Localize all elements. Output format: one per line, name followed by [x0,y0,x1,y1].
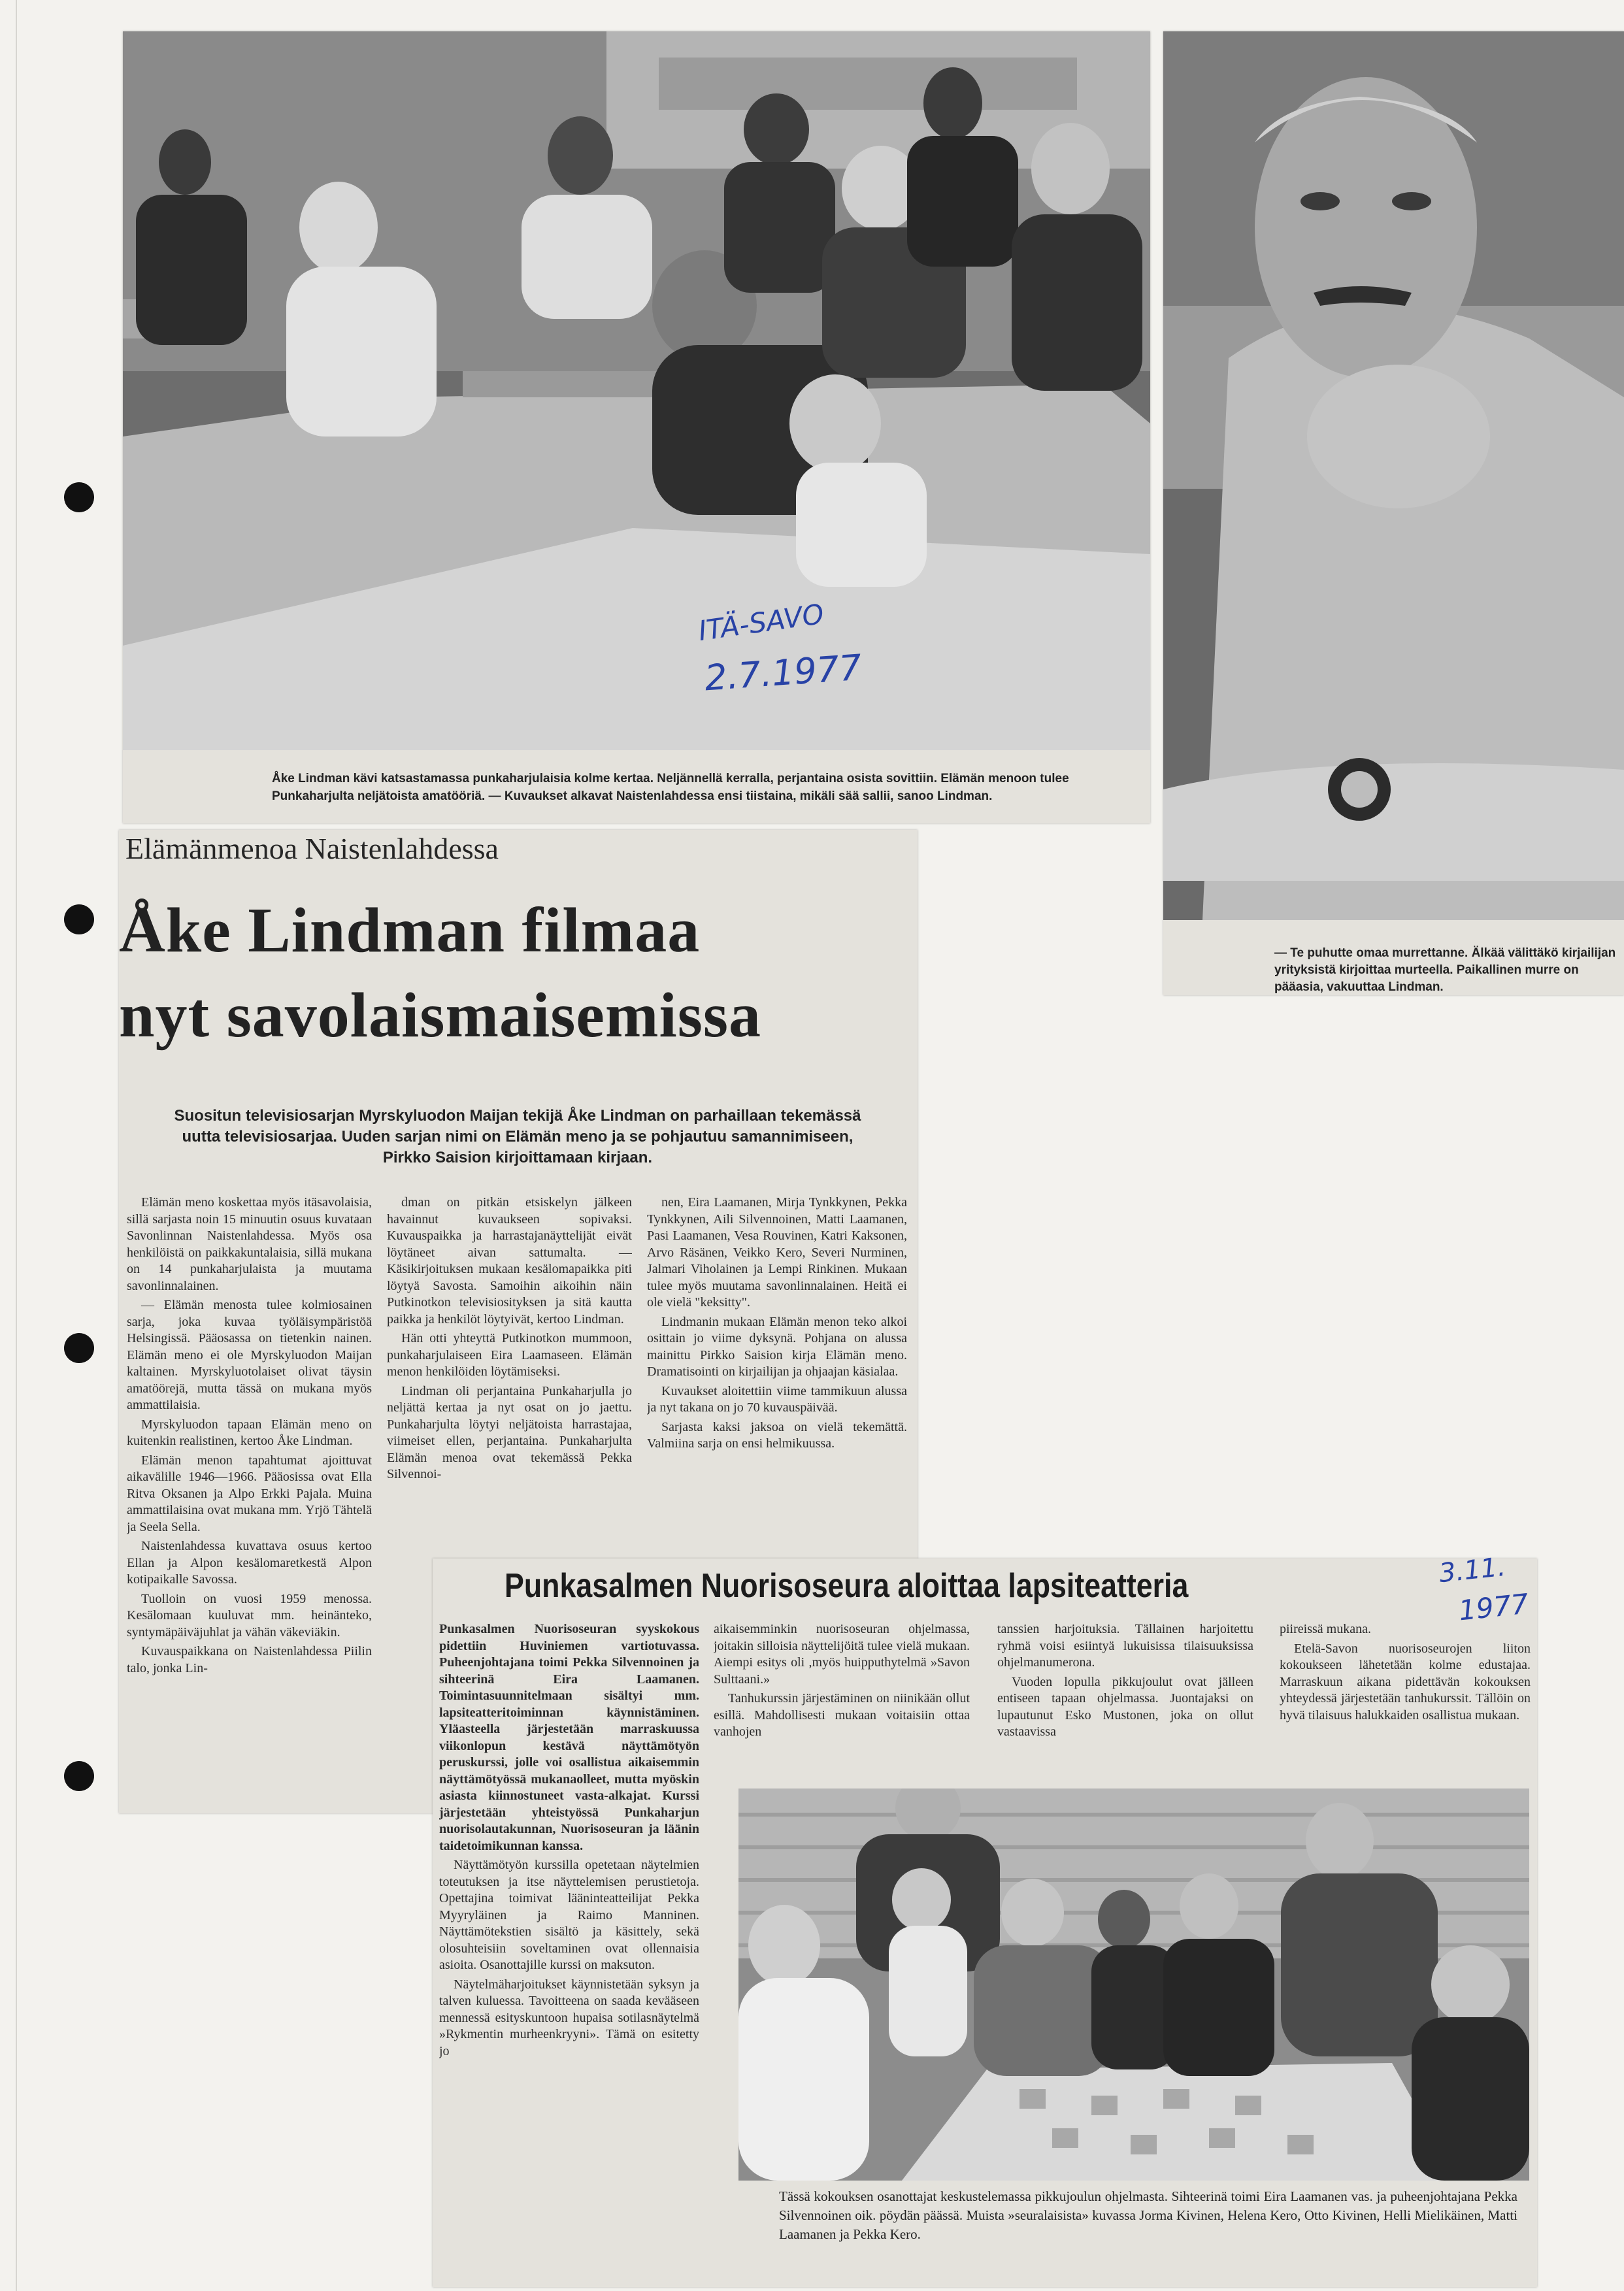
paragraph: dman on pitkän etsiskelyn jälkeen havainnut kuvaukseen sopivaksi. Kuvauspaikka ja harrastajanäyttelijät eivät löytäneet aivan sattumalta. — Käsikirjoituksen mukaan kesälomapaikka piti löytyä Savosta. Samoihin aikoihin näin Putkinotkon televisiosityksen ja sitä kautta paikka ja henkilöt löytyivät, kertoo Lindman. [387,1195,632,1327]
meeting-photo-caption: Tässä kokouksen osanottajat keskustelemassa pikkujoulun ohjelmasta. Sihteerinä toimi Eira Laamanen vas. ja puheenjohtajana Pekka Silvennoinen oik. pöydän päässä. Muista »seuralaisista» kuvassa Jorma Kivinen, Helena Kero, Otto Kivinen, Helli Mielikäinen, Matti Laamanen ja Pekka Kero. [779,2188,1517,2242]
paragraph: piireissä mukana. [1280,1622,1371,1636]
paragraph: Kuvaukset aloitettiin viime tammikuun alussa ja nyt takana on jo 70 kuvauspäivää. [647,1383,907,1415]
article2-column-4 [1280,1621,1531,1791]
binder-hole [64,1333,94,1363]
paragraph: Hän otti yhteyttä Putkinotkon mummoon, punkaharjulaiseen Eira Laamaseen. Elämän menon henkilöiden löytämiseksi. [387,1331,632,1379]
binder-hole [64,482,94,512]
paragraph: Vuoden lopulla pikkujoulut ovat jälleen entiseen tapaan ohjelmassa. Juontajaksi on lupautunut Esko Mustonen, joka on ollut vastaavissa [997,1674,1253,1739]
paragraph: nen, Eira Laamanen, Mirja Tynkkynen, Pekka Tynkkynen, Aili Silvennoinen, Matti Laamanen, Pasi Laamanen, Vesa Rouvinen, Katri Kaksonen, Arvo Räsänen, Veikko Kero, Severi Nurminen, Jalmari Viholainen ja Lempi Rinkinen. Mukaan tulee myös muutama savonlinnalainen. Heitä ei ole vielä "keksitty". [647,1195,907,1310]
handwritten-date-line2: 1977 [1457,1587,1531,1627]
paragraph: Elämän menon tapahtumat ajoittuvat aikavälille 1946—1966. Pääosissa ovat Ella Ritva Oksanen ja Alpo Erkki Pajala. Muina ammattilaisina ovat mukana mm. Yrjö Tähtelä ja Seela Sella. [127,1453,372,1534]
article2-column-2 [714,1621,970,1791]
paragraph: tanssien harjoituksia. Tällainen harjoitettu ryhmä voisi esiintyä lukuisissa tilaisuuksissa ohjelmanumerona. [997,1622,1253,1670]
page-edge [16,0,17,2291]
paragraph: Punkasalmen Nuorisoseuran syyskokous pidettiin Huviniemen vartiotuvassa. Puheenjohtajana toimi Pekka Silvennoinen ja sihteerinä Eira Laamanen. Toimintasuunnitelmaan sisältyi mm. lapsiteatteritoiminnan käynnistäminen. Yläasteella järjestetään marraskuussa viikonlopun kestävä näyttämötyön peruskurssi, jolle voi osallistua aikaisemmin näyttämötyössä mukanaolleet, mutta myöskin asiasta kiinnostuneet vasta-alkajat. Kurssi järjestetään yhteistyössä Punkaharjun nuorisolautakunnan, Nuorisoseuran ja läänin taidetoimikunnan kanssa. [439,1622,699,1853]
clipping-article-nuorisoseura [433,1551,1537,2287]
paragraph: Näyttämötyön kurssilla opetetaan näytelmien toteutuksen ja itse näyttelemisen perustietoja. Opettajina toimivat lääninteatteilijat Pekka Myyryläinen ja Raimo Manninen. Näyttämötekstien sisältö ja käsittely, sekä olosuhteisiin soveltaminen ovat ollennaisia asioita. Osanottajille kurssi on maksuton. [439,1858,699,1972]
paragraph: Sarjasta kaksi jaksoa on vielä tekemättä. Valmiina sarja on ensi helmikuussa. [647,1419,907,1451]
article-headline-line2: nyt savolaismaisemissa [119,980,762,1051]
clipping-photo-audience [123,31,1150,823]
paragraph: Kuvauspaikkana on Naistenlahdessa Piilin talo, jonka Lin- [127,1644,372,1675]
article2-headline: Punkasalmen Nuorisoseura aloittaa lapsiteatteria [505,1567,1189,1605]
paragraph: Lindman oli perjantaina Punkaharjulla jo neljättä kertaa ja nyt osat on jo jaettu. Punkaharjulta löytyi neljätoista harrastajaa, viimeiset ellen, perjantaina. Punkaharjulta Elämän menoa ovat tekemässä Pekka Silvennoi- [387,1383,632,1481]
paragraph: Lindmanin mukaan Elämän menon teko alkoi osittain jo viime dyksynä. Pohjana on alussa mainittu Pirkko Saision kirja Elämän meno. Dramatisointi on kirjailijan ja ohjaajan käsialaa. [647,1314,907,1379]
article2-column-3 [997,1621,1253,1791]
photo-caption: Åke Lindman kävi katsastamassa punkaharjulaisia kolme kertaa. Neljännellä kerralla, perjantaina osista sovittiin. Elämän menoon tulee Punkaharjulta neljätoista amatööriä. — Kuvaukset alkavat Naistenlahdessa ensi tiistaina, mikäli sää sallii, sanoo Lindman. [272,772,1069,803]
paragraph: Tuolloin on vuosi 1959 menossa. Kesälomaan kuuluvat mm. heinänteko, syntymäpäiväjuhlat ja vähän väkeviäkin. [127,1591,372,1640]
portrait-caption: — Te puhutte omaa murrettanne. Älkää välittäkö kirjailijan yrityksistä kirjoittaa murteella. Paikallinen murre on pääasia, vakuuttaa Lindman. [1274,946,1616,994]
paragraph: Etelä-Savon nuorisoseurojen liiton kokoukseen lähetetään kolme edustajaa. Marraskuun aikana pidettävän kokouksen yhteydessä järjestetään tanhukurssit. Tällöin on hyvä tilaisuus halukkaiden osallistua mukaan. [1280,1641,1531,1722]
paragraph: Näytelmäharjoitukset käynnistetään syksyn ja talven kuluessa. Tavoitteena on saada kevääseen mennessä esityskuntoon hupaisa sotilasnäytelmä »Rykmentin murheenkryyni». Tämä on esitetty jo [439,1977,699,2058]
article-kicker: Elämänmenoa Naistenlahdessa [125,832,499,865]
portrait-photo [1163,31,1624,920]
meeting-photo [738,1788,1529,2181]
article-column-1 [127,1195,372,1809]
binder-hole [64,904,94,934]
article-column-2 [387,1195,632,1547]
audience-photo [123,31,1150,750]
handwritten-date: 2.7.1977 [703,646,863,699]
article-column-3 [647,1195,907,1547]
binder-hole [64,1761,94,1791]
article2-column-1 [439,1621,699,2281]
article-lead: Suositun televisiosarjan Myrskyluodon Maijan tekijä Åke Lindman on parhaillaan tekemässä uutta televisiosarjaa. Uuden sarjan nimi on Elämän meno ja se pohjautuu samannimiseen, Pirkko Saision kirjoittamaan kirjaan. [174,1107,861,1166]
paragraph: Naistenlahdessa kuvattava osuus kertoo Ellan ja Alpon kesälomaretkestä Alpon kotipaikalle Savossa. [127,1539,372,1587]
paragraph: aikaisemminkin nuorisoseuran ohjelmassa, joitakin silloisia näyttelijöitä tulee vielä mukaan. Aiempi esitys oli ,myös huipputhytelmä »Savon Sulttaani.» [714,1622,970,1687]
clipping-photo-portrait [1163,31,1624,995]
article-headline-line1: Åke Lindman filmaa [119,895,701,966]
handwritten-date-line1: 3.11. [1437,1551,1507,1589]
handwritten-source: ITÄ-SAVO [696,597,826,648]
paragraph: Elämän meno koskettaa myös itäsavolaisia, sillä sarjasta noin 15 minuutin osuus kuvataan Savonlinnan Naistenlahdessa. Myös osa henkilöistä on paikkakuntalaisia, sillä mukana on 14 punkaharjulaista ja muutama savonlinnalainen. [127,1195,372,1293]
paragraph: Myrskyluodon tapaan Elämän meno on kuitenkin realistinen, kertoo Åke Lindman. [127,1417,372,1448]
paragraph: Tanhukurssin järjestäminen on niinikään ollut esillä. Mahdollisesti mukaan voitaisiin ottaa vanhojen [714,1691,970,1739]
paragraph: — Elämän menosta tulee kolmiosainen sarja, joka kuvaa työläisympäristöä Helsingissä. Pääosassa on tietenkin nainen. Elämän meno ei ole Myrskyluodon Maijan kaltainen. Myrskyluotolaiset olivat täysin amatöörejä, mutta tässä on mukana myös ammattilaisia. [127,1298,372,1412]
